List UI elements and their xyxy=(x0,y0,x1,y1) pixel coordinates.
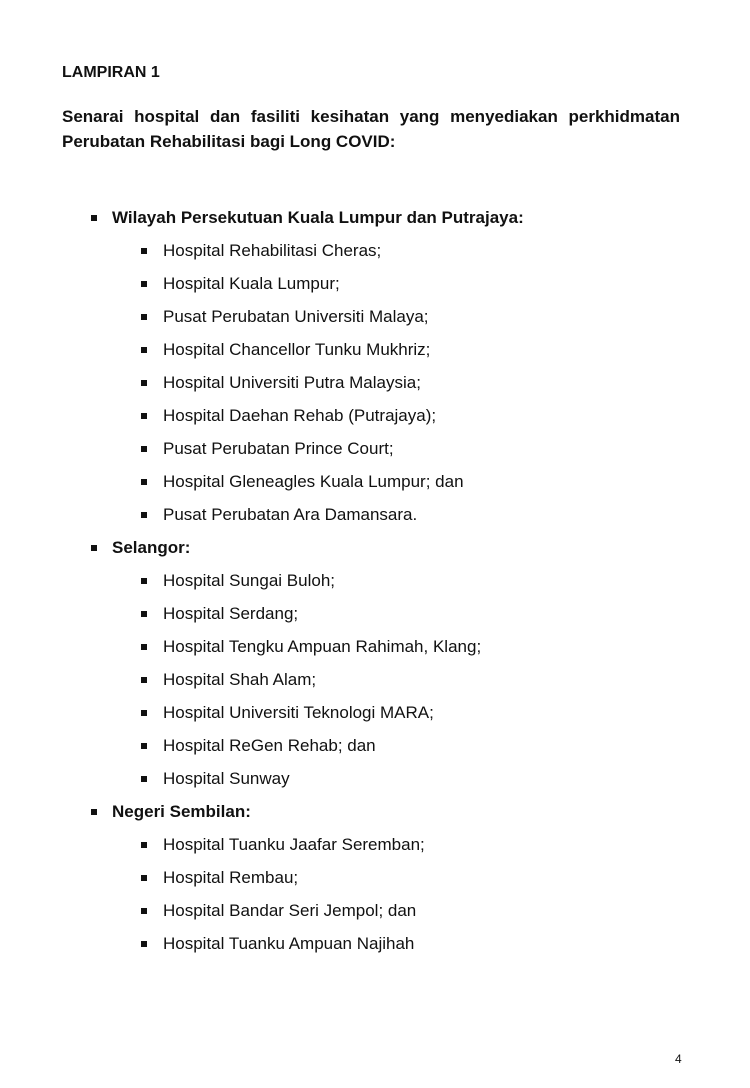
hospital-name: Hospital Tuanku Jaafar Seremban; xyxy=(163,835,425,854)
hospital-name: Hospital Tuanku Ampuan Najihah xyxy=(163,934,415,953)
bullet-icon xyxy=(141,743,147,749)
bullet-icon xyxy=(141,611,147,617)
hospital-name: Hospital Serdang; xyxy=(163,604,299,623)
bullet-icon xyxy=(141,512,147,518)
region-heading xyxy=(0,800,750,833)
bullet-icon xyxy=(141,710,147,716)
list-item xyxy=(0,668,750,701)
bullet-icon xyxy=(91,809,97,815)
bullet-icon xyxy=(141,842,147,848)
hospital-name: Hospital Rembau; xyxy=(163,868,299,887)
hospital-name: Hospital Sungai Buloh; xyxy=(163,571,336,590)
bullet-icon xyxy=(141,776,147,782)
hospital-name: Hospital Tengku Ampuan Rahimah, Klang; xyxy=(163,637,482,656)
bullet-icon xyxy=(141,446,147,452)
bullet-icon xyxy=(91,215,97,221)
bullet-icon xyxy=(141,875,147,881)
bullet-icon xyxy=(141,413,147,419)
bullet-icon xyxy=(141,908,147,914)
hospital-name: Pusat Perubatan Prince Court; xyxy=(163,439,394,458)
list-item xyxy=(0,569,750,602)
bullet-icon xyxy=(141,644,147,650)
hospital-name: Hospital Rehabilitasi Cheras; xyxy=(163,241,382,260)
hospital-name: Hospital Universiti Teknologi MARA; xyxy=(163,703,434,722)
document-title: LAMPIRAN 1 xyxy=(62,64,160,81)
list-item xyxy=(0,503,750,536)
bullet-icon xyxy=(141,479,147,485)
hospital-name: Hospital ReGen Rehab; dan xyxy=(163,736,376,755)
bullet-icon xyxy=(141,281,147,287)
list-item xyxy=(0,272,750,305)
bullet-icon xyxy=(141,248,147,254)
hospital-name: Hospital Shah Alam; xyxy=(163,670,317,689)
list-item xyxy=(0,833,750,866)
list-item xyxy=(0,239,750,272)
intro-paragraph: Senarai hospital dan fasiliti kesihatan yang menyediakan perkhidmatan Perubatan Rehabilitasi bagi Long COVID: xyxy=(62,107,680,151)
list-item xyxy=(0,767,750,800)
bullet-icon xyxy=(141,578,147,584)
bullet-icon xyxy=(141,380,147,386)
hospital-name: Hospital Sunway xyxy=(163,769,290,788)
list-item xyxy=(0,635,750,668)
list-item xyxy=(0,932,750,965)
bullet-icon xyxy=(141,941,147,947)
region-heading xyxy=(0,206,750,239)
region-name: Negeri Sembilan: xyxy=(112,802,251,821)
list-item xyxy=(0,437,750,470)
bullet-icon xyxy=(141,314,147,320)
hospital-name: Pusat Perubatan Ara Damansara. xyxy=(163,505,418,524)
bullet-icon xyxy=(141,677,147,683)
hospital-name: Pusat Perubatan Universiti Malaya; xyxy=(163,307,429,326)
list-item xyxy=(0,602,750,635)
list-item xyxy=(0,338,750,371)
hospital-name: Hospital Kuala Lumpur; xyxy=(163,274,340,293)
page-number: 4 xyxy=(675,1052,682,1066)
region-heading xyxy=(0,536,750,569)
list-item xyxy=(0,404,750,437)
list-item xyxy=(0,701,750,734)
list-item xyxy=(0,899,750,932)
list-item xyxy=(0,470,750,503)
hospital-list xyxy=(0,206,750,965)
hospital-name: Hospital Chancellor Tunku Mukhriz; xyxy=(163,340,431,359)
region-name: Wilayah Persekutuan Kuala Lumpur dan Putrajaya: xyxy=(112,208,524,227)
region-name: Selangor: xyxy=(112,538,191,557)
list-item xyxy=(0,305,750,338)
list-item xyxy=(0,371,750,404)
bullet-icon xyxy=(141,347,147,353)
hospital-name: Hospital Daehan Rehab (Putrajaya); xyxy=(163,406,437,425)
list-item xyxy=(0,866,750,899)
bullet-icon xyxy=(91,545,97,551)
hospital-name: Hospital Universiti Putra Malaysia; xyxy=(163,373,421,392)
hospital-name: Hospital Gleneagles Kuala Lumpur; dan xyxy=(163,472,464,491)
hospital-name: Hospital Bandar Seri Jempol; dan xyxy=(163,901,417,920)
list-item xyxy=(0,734,750,767)
